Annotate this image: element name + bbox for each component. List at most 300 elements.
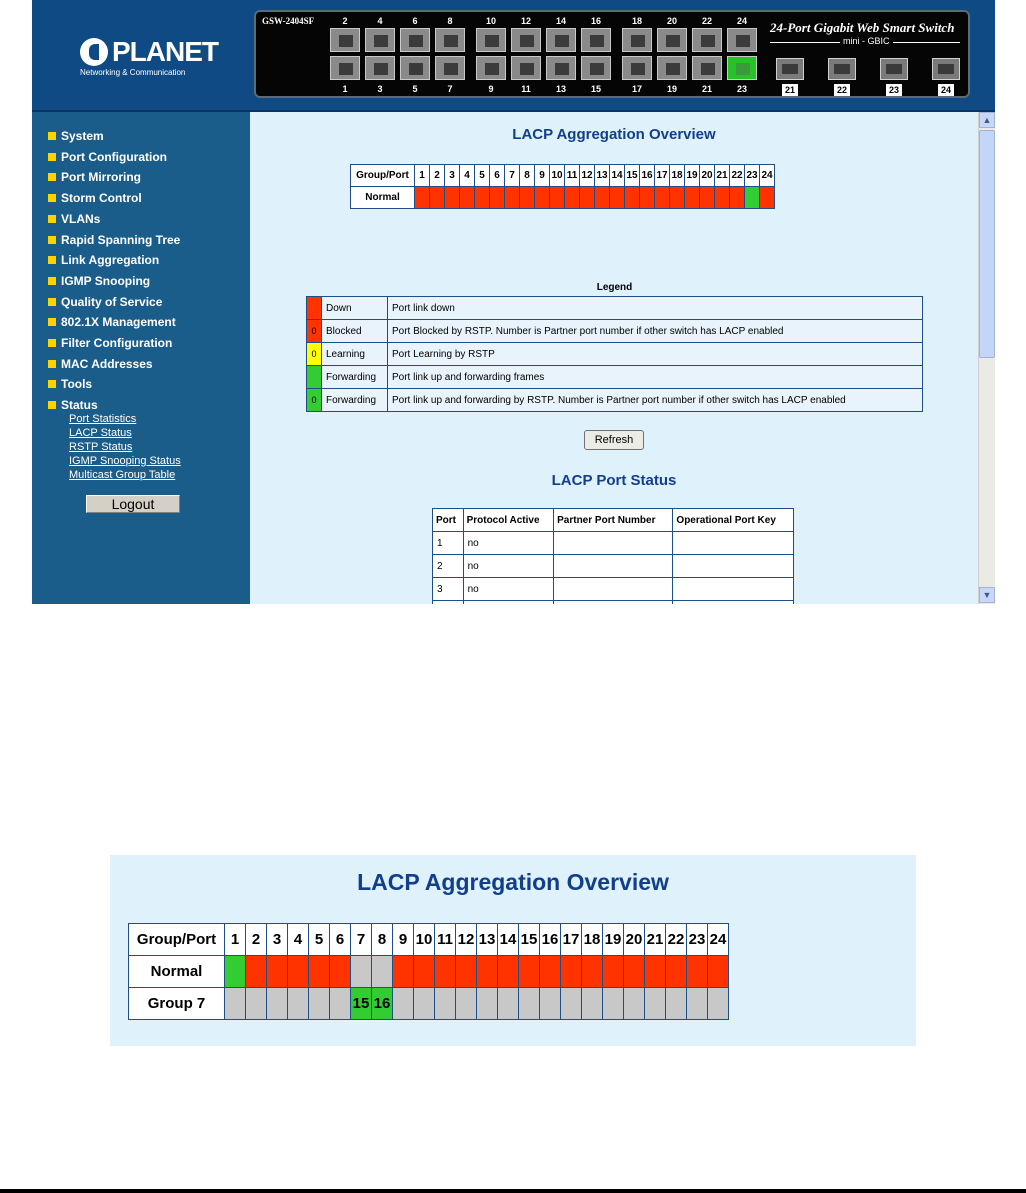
bullet-square-icon xyxy=(48,173,56,181)
header-row xyxy=(351,165,775,187)
port-header-17: 17 xyxy=(655,165,670,187)
port-status-row xyxy=(433,578,794,601)
port-status-cell xyxy=(666,988,687,1020)
port-status-cell xyxy=(645,988,666,1020)
switch-front-panel xyxy=(254,10,970,98)
bullet-square-icon xyxy=(48,132,56,140)
port-status-cell xyxy=(456,988,477,1020)
port-status-cell xyxy=(730,187,745,209)
port-status-cell xyxy=(625,187,640,209)
bullet-square-icon xyxy=(48,215,56,223)
port-header-20: 20 xyxy=(624,924,645,956)
port-status-cell xyxy=(520,187,535,209)
port-status-cell xyxy=(351,956,372,988)
sidebar-subitem-rstp-status[interactable]: RSTP Status xyxy=(69,441,133,453)
port-status-cell xyxy=(554,532,673,555)
port-header-24: 24 xyxy=(760,165,775,187)
overview-title: LACP Aggregation Overview xyxy=(512,126,716,143)
port-status-row xyxy=(433,601,794,605)
port-status-cell: 3 xyxy=(433,578,464,601)
port-status-cell xyxy=(745,187,760,209)
corner-label: Group/Port xyxy=(129,924,225,956)
sidebar-item-link-aggregation[interactable] xyxy=(48,253,159,273)
port-status-cell xyxy=(645,956,666,988)
switch-web-ui-screenshot xyxy=(32,0,995,604)
port-status-cell xyxy=(414,988,435,1020)
sidebar-item-port-mirroring[interactable] xyxy=(48,170,141,190)
row-label: Group 7 xyxy=(129,988,225,1020)
legend-swatch xyxy=(307,366,322,389)
port-header-19: 19 xyxy=(685,165,700,187)
port-status-row xyxy=(433,532,794,555)
row-label: Normal xyxy=(129,956,225,988)
port-label-bottom: 9 xyxy=(488,84,494,94)
lacp-port-status-table xyxy=(432,508,794,604)
legend-row xyxy=(307,366,923,389)
port-status-cell xyxy=(673,532,794,555)
legend-row xyxy=(307,320,923,343)
port-header-17: 17 xyxy=(561,924,582,956)
sidebar-item-label: Rapid Spanning Tree xyxy=(61,232,181,247)
port-status-cell xyxy=(561,956,582,988)
port-status-cell xyxy=(414,956,435,988)
port-status-cell: 2 xyxy=(433,555,464,578)
main-content xyxy=(250,112,978,604)
port-status-cell xyxy=(673,578,794,601)
group-row xyxy=(351,187,775,209)
port-header-21: 21 xyxy=(715,165,730,187)
port-status-cell xyxy=(760,187,775,209)
port-status-header: Port xyxy=(433,509,464,532)
rj45-port-icon[interactable] xyxy=(546,28,576,52)
port-label-top: 18 xyxy=(631,16,642,26)
port-header-6: 6 xyxy=(330,924,351,956)
port-header-15: 15 xyxy=(519,924,540,956)
zoom-overview-table xyxy=(128,923,729,1020)
port-status-cell xyxy=(490,187,505,209)
rj45-port-icon[interactable] xyxy=(400,28,430,52)
sfp-port-icon[interactable] xyxy=(776,58,804,80)
port-status-cell xyxy=(309,988,330,1020)
port-header-11: 11 xyxy=(435,924,456,956)
port-status-cell xyxy=(603,988,624,1020)
port-status-header: Operational Port Key xyxy=(673,509,794,532)
port-status-header: Partner Port Number xyxy=(554,509,673,532)
port-header-12: 12 xyxy=(456,924,477,956)
port-status-cell xyxy=(519,988,540,1020)
port-status-cell xyxy=(540,988,561,1020)
port-status-cell xyxy=(477,956,498,988)
sidebar-item-rapid-spanning-tree[interactable] xyxy=(48,233,180,253)
sidebar-item-label: Quality of Service xyxy=(61,294,163,309)
port-label-bottom: 21 xyxy=(701,84,712,94)
rj45-port-icon[interactable] xyxy=(330,56,360,80)
port-status-cell xyxy=(415,187,430,209)
planet-logo-icon xyxy=(80,38,108,66)
port-status-cell: 1 xyxy=(433,532,464,555)
sidebar-item-port-configuration[interactable] xyxy=(48,150,167,170)
rj45-port-icon[interactable] xyxy=(622,28,652,52)
sfp-port-icon[interactable] xyxy=(932,58,960,80)
rj45-port-icon[interactable] xyxy=(511,56,541,80)
port-label-top: 8 xyxy=(447,16,453,26)
sidebar-item-label: IGMP Snooping xyxy=(61,273,151,288)
rj45-port-icon[interactable] xyxy=(622,56,652,80)
lacp-overview-zoom xyxy=(110,855,916,1046)
header-row xyxy=(129,924,729,956)
planet-logo xyxy=(80,36,220,80)
rj45-port-icon[interactable] xyxy=(581,56,611,80)
sidebar-item-label: Storm Control xyxy=(61,191,142,206)
port-status-cell xyxy=(267,988,288,1020)
sidebar-subitem-igmp-snooping-status[interactable]: IGMP Snooping Status xyxy=(69,455,181,467)
port-status-cell xyxy=(393,988,414,1020)
port-label-top: 14 xyxy=(555,16,566,26)
port-status-cell xyxy=(687,956,708,988)
port-label-bottom: 15 xyxy=(590,84,601,94)
port-header-23: 23 xyxy=(687,924,708,956)
corner-label: Group/Port xyxy=(351,165,415,187)
sfp-port-label: 23 xyxy=(886,84,902,96)
zoom-overview-title: LACP Aggregation Overview xyxy=(357,869,669,895)
sidebar-item-storm-control[interactable] xyxy=(48,191,142,211)
port-status-cell xyxy=(610,187,625,209)
port-status-cell xyxy=(715,187,730,209)
model-label: GSW-2404SF xyxy=(262,16,315,26)
port-label-bottom: 7 xyxy=(447,84,453,94)
port-status-header: Protocol Active xyxy=(463,509,554,532)
sidebar-subitem-multicast-group-table[interactable]: Multicast Group Table xyxy=(69,469,176,481)
legend-description: Port link up and forwarding frames xyxy=(388,366,923,389)
sidebar-item-802-1x-management[interactable] xyxy=(48,315,176,335)
sidebar-item-label: Status xyxy=(61,398,98,413)
sidebar-item-igmp-snooping[interactable] xyxy=(48,274,150,294)
sfp-port-icon[interactable] xyxy=(828,58,856,80)
rj45-port-icon[interactable] xyxy=(657,28,687,52)
legend-title: Legend xyxy=(596,282,633,293)
port-header-9: 9 xyxy=(535,165,550,187)
port-status-title: LACP Port Status xyxy=(551,472,677,489)
port-status-cell xyxy=(460,187,475,209)
port-label-top: 10 xyxy=(485,16,496,26)
legend-state: Blocked xyxy=(322,320,388,343)
sidebar-item-system[interactable] xyxy=(48,129,104,149)
port-header-22: 22 xyxy=(730,165,745,187)
port-header-12: 12 xyxy=(580,165,595,187)
bullet-square-icon xyxy=(48,277,56,285)
port-status-cell xyxy=(673,601,794,605)
port-status-cell: no xyxy=(463,555,554,578)
port-label-top: 24 xyxy=(736,16,747,26)
legend-description: Port Learning by RSTP xyxy=(388,343,923,366)
port-header-7: 7 xyxy=(351,924,372,956)
port-status-row xyxy=(433,555,794,578)
port-status-cell xyxy=(246,956,267,988)
port-status-cell xyxy=(535,187,550,209)
port-header-8: 8 xyxy=(520,165,535,187)
port-status-cell xyxy=(700,187,715,209)
port-status-cell xyxy=(666,956,687,988)
port-label-top: 4 xyxy=(377,16,383,26)
sidebar-subitem-lacp-status[interactable]: LACP Status xyxy=(69,427,132,439)
legend-row xyxy=(307,297,923,320)
lacp-overview-table xyxy=(350,164,775,209)
sidebar-item-label: MAC Addresses xyxy=(61,356,153,371)
bullet-square-icon xyxy=(48,298,56,306)
port-status-cell xyxy=(475,187,490,209)
bullet-square-icon xyxy=(48,318,56,326)
scroll-thumb[interactable] xyxy=(979,130,995,358)
port-header-15: 15 xyxy=(625,165,640,187)
port-status-cell xyxy=(582,988,603,1020)
rj45-port-icon[interactable] xyxy=(400,56,430,80)
rj45-port-icon[interactable] xyxy=(365,28,395,52)
legend-state: Down xyxy=(322,297,388,320)
legend-swatch xyxy=(307,297,322,320)
scroll-down-icon[interactable]: ▼ xyxy=(979,587,995,603)
sidebar-item-filter-configuration[interactable] xyxy=(48,336,172,356)
port-status-cell xyxy=(550,187,565,209)
port-header-16: 16 xyxy=(540,924,561,956)
port-status-cell xyxy=(595,187,610,209)
port-header-4: 4 xyxy=(288,924,309,956)
logout-button[interactable]: Logout xyxy=(86,495,180,513)
sidebar-item-vlans[interactable] xyxy=(48,212,100,232)
port-status-cell xyxy=(603,956,624,988)
sidebar-item-mac-addresses[interactable] xyxy=(48,357,153,377)
port-status-cell xyxy=(330,988,351,1020)
rj45-port-icon[interactable] xyxy=(692,56,722,80)
port-status-cell xyxy=(477,988,498,1020)
legend-table xyxy=(306,296,923,412)
sidebar-item-label: System xyxy=(61,129,104,143)
port-status-cell xyxy=(580,187,595,209)
port-status-cell xyxy=(330,956,351,988)
legend-row xyxy=(307,343,923,366)
scroll-up-icon[interactable]: ▲ xyxy=(979,112,995,128)
port-label-bottom: 1 xyxy=(342,84,348,94)
bullet-square-icon xyxy=(48,339,56,347)
legend-swatch: 0 xyxy=(307,343,322,366)
port-header-1: 1 xyxy=(225,924,246,956)
port-status-cell xyxy=(505,187,520,209)
port-status-cell xyxy=(498,988,519,1020)
port-status-cell xyxy=(288,956,309,988)
port-label-bottom: 5 xyxy=(412,84,418,94)
port-status-cell xyxy=(655,187,670,209)
port-header-3: 3 xyxy=(445,165,460,187)
rj45-port-icon[interactable] xyxy=(692,28,722,52)
bullet-square-icon xyxy=(48,401,56,409)
port-status-cell xyxy=(673,555,794,578)
sfp-port-label: 22 xyxy=(834,84,850,96)
port-status-cell xyxy=(640,187,655,209)
sidebar-item-label: Port Configuration xyxy=(61,149,167,164)
port-status-cell xyxy=(540,956,561,988)
port-header-24: 24 xyxy=(708,924,729,956)
port-status-cell xyxy=(554,578,673,601)
port-header-10: 10 xyxy=(414,924,435,956)
port-status-cell xyxy=(565,187,580,209)
port-header-18: 18 xyxy=(670,165,685,187)
rj45-port-icon[interactable] xyxy=(365,56,395,80)
refresh-button[interactable]: Refresh xyxy=(584,430,644,450)
port-status-cell xyxy=(372,956,393,988)
port-label-top: 12 xyxy=(520,16,531,26)
port-status-cell xyxy=(685,187,700,209)
brand-tagline: Networking & Communication xyxy=(80,68,186,77)
port-header-5: 5 xyxy=(309,924,330,956)
bullet-square-icon xyxy=(48,360,56,368)
port-header-22: 22 xyxy=(666,924,687,956)
group-row xyxy=(129,988,729,1020)
bullet-square-icon xyxy=(48,256,56,264)
sidebar-nav xyxy=(32,112,250,604)
sidebar-item-label: Filter Configuration xyxy=(61,336,173,350)
port-status-cell xyxy=(687,988,708,1020)
port-label-top: 22 xyxy=(701,16,712,26)
port-label-bottom: 17 xyxy=(631,84,642,94)
port-label-top: 6 xyxy=(412,16,418,26)
port-status-cell xyxy=(430,187,445,209)
sidebar-item-tools[interactable] xyxy=(48,377,92,397)
port-header-2: 2 xyxy=(430,165,445,187)
sidebar-item-quality-of-service[interactable] xyxy=(48,295,162,315)
port-label-bottom: 19 xyxy=(666,84,677,94)
bullet-square-icon xyxy=(48,380,56,388)
port-status-cell xyxy=(435,988,456,1020)
port-status-cell xyxy=(561,988,582,1020)
sidebar-subitem-port-statistics[interactable]: Port Statistics xyxy=(69,413,137,425)
port-header-3: 3 xyxy=(267,924,288,956)
rj45-port-icon[interactable] xyxy=(511,28,541,52)
rj45-port-icon[interactable] xyxy=(476,56,506,80)
bullet-square-icon xyxy=(48,194,56,202)
rj45-port-icon[interactable] xyxy=(435,28,465,52)
port-status-header-row xyxy=(433,509,794,532)
port-header-19: 19 xyxy=(603,924,624,956)
bullet-square-icon xyxy=(48,236,56,244)
port-header-20: 20 xyxy=(700,165,715,187)
port-status-cell xyxy=(498,956,519,988)
port-status-cell xyxy=(456,956,477,988)
group-row xyxy=(129,956,729,988)
legend-swatch: 0 xyxy=(307,389,322,412)
port-status-cell xyxy=(670,187,685,209)
rj45-port-icon[interactable] xyxy=(476,28,506,52)
sfp-port-label: 24 xyxy=(938,84,954,96)
port-status-cell: no xyxy=(463,532,554,555)
port-status-cell: 16 xyxy=(372,988,393,1020)
sfp-port-label: 21 xyxy=(782,84,798,96)
rj45-port-icon[interactable] xyxy=(546,56,576,80)
port-header-2: 2 xyxy=(246,924,267,956)
port-header-11: 11 xyxy=(565,165,580,187)
port-header-14: 14 xyxy=(610,165,625,187)
port-label-bottom: 13 xyxy=(555,84,566,94)
port-header-23: 23 xyxy=(745,165,760,187)
port-header-5: 5 xyxy=(475,165,490,187)
port-status-cell xyxy=(708,956,729,988)
port-header-14: 14 xyxy=(498,924,519,956)
legend-swatch: 0 xyxy=(307,320,322,343)
port-status-cell xyxy=(624,988,645,1020)
port-header-13: 13 xyxy=(595,165,610,187)
port-status-cell xyxy=(433,601,464,605)
port-status-cell xyxy=(309,956,330,988)
port-header-9: 9 xyxy=(393,924,414,956)
port-status-cell xyxy=(445,187,460,209)
sidebar-item-label: Tools xyxy=(61,377,93,392)
mini-gbic-label xyxy=(770,36,960,54)
brand-name: PLANET xyxy=(112,36,218,67)
port-status-cell xyxy=(582,956,603,988)
sfp-port-icon[interactable] xyxy=(880,58,908,80)
port-label-bottom: 11 xyxy=(521,84,531,94)
vertical-scrollbar[interactable] xyxy=(978,112,995,604)
legend-state: Forwarding xyxy=(322,366,388,389)
sidebar-item-label: Link Aggregation xyxy=(61,253,160,268)
port-status-cell xyxy=(225,988,246,1020)
bullet-square-icon xyxy=(48,153,56,161)
port-status-cell xyxy=(554,601,673,605)
header-banner xyxy=(32,0,995,112)
port-status-cell xyxy=(393,956,414,988)
port-status-cell xyxy=(519,956,540,988)
port-header-8: 8 xyxy=(372,924,393,956)
port-status-cell: no xyxy=(463,578,554,601)
port-label-bottom: 3 xyxy=(377,84,383,94)
port-status-cell xyxy=(267,956,288,988)
port-status-cell xyxy=(708,988,729,1020)
panel-title: 24-Port Gigabit Web Smart Switch xyxy=(770,20,955,35)
legend-row xyxy=(307,389,923,412)
rj45-port-icon[interactable] xyxy=(581,28,611,52)
port-status-cell xyxy=(288,988,309,1020)
rj45-port-icon[interactable] xyxy=(727,28,757,52)
port-status-cell xyxy=(554,555,673,578)
legend-state: Forwarding xyxy=(322,389,388,412)
port-header-13: 13 xyxy=(477,924,498,956)
port-status-cell xyxy=(435,956,456,988)
legend-description: Port link down xyxy=(388,297,923,320)
port-label-top: 2 xyxy=(342,16,348,26)
rj45-port-icon[interactable] xyxy=(435,56,465,80)
rj45-port-icon[interactable] xyxy=(330,28,360,52)
rj45-port-icon[interactable] xyxy=(657,56,687,80)
port-status-cell xyxy=(225,956,246,988)
port-status-cell: 15 xyxy=(351,988,372,1020)
port-header-1: 1 xyxy=(415,165,430,187)
sidebar-item-label: 802.1X Management xyxy=(61,315,176,330)
rj45-port-icon[interactable] xyxy=(727,56,757,80)
mini-gbic-text: mini - GBIC xyxy=(840,36,893,46)
port-header-21: 21 xyxy=(645,924,666,956)
row-label: Normal xyxy=(351,187,415,209)
legend-description: Port link up and forwarding by RSTP. Number is Partner port number if other switch has LACP enabled xyxy=(388,389,923,412)
port-header-10: 10 xyxy=(550,165,565,187)
port-status-cell xyxy=(463,601,554,605)
port-header-4: 4 xyxy=(460,165,475,187)
legend-state: Learning xyxy=(322,343,388,366)
port-label-top: 16 xyxy=(590,16,601,26)
sidebar-item-label: Port Mirroring xyxy=(61,170,141,185)
port-header-18: 18 xyxy=(582,924,603,956)
port-label-bottom: 23 xyxy=(736,84,747,94)
port-status-cell xyxy=(624,956,645,988)
port-status-cell xyxy=(246,988,267,1020)
port-header-7: 7 xyxy=(505,165,520,187)
